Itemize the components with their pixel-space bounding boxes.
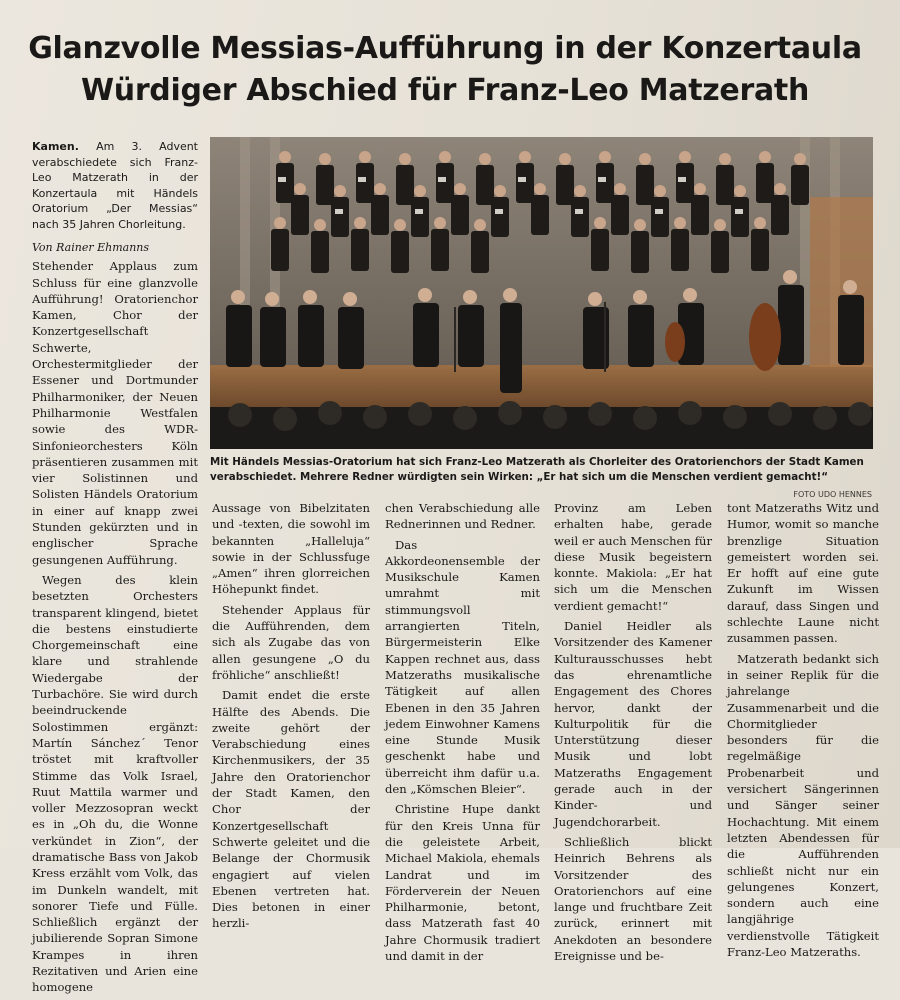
body-paragraph: Provinz am Leben erhalten habe, gerade weil er auch Menschen für diese Musik begeistern konnte. Makiola: „Er hat sich um die Menschen verdient gemacht!“ bbox=[554, 501, 712, 613]
body-paragraph: Stehender Applaus zum Schluss für eine glanzvolle Aufführung! Oratorienchor Kamen, Chor der Konzertgesellschaft Schwerte, Orchestermitglieder der Essener und Dortmunder Philharmoniker, der Neuen Philharmonie Westfalen sowie des WDR-Sinfonieorchesters Köln präsentieren zusammen mit vier Solistinnen und Solisten Händels Oratorium in einer auf knapp zwei Stunden gekürzten und in englischer Sprache gesungenen Aufführung. bbox=[32, 259, 198, 567]
photo-credit: FOTO UDO HENNES bbox=[793, 490, 872, 499]
body-paragraph: Christine Hupe dankt für den Kreis Unna für die geleistete Arbeit, Michael Makiola, ehemals Landrat und im Förderverein der Neuen Philharmonie, betont, dass Matzerath fast 40 Jahre Chormusik tradiert und damit in der bbox=[385, 802, 540, 964]
body-paragraph: Das Akkordeonensemble der Musikschule Kamen umrahmt mit stimmungsvoll arrangierten Titeln, Bürgermeisterin Elke Kappen rechnet aus, dass Matzeraths musikalische Tätigkeit auf allen Ebenen in den 35 Jahren jedem Einwohner Kamens eine Stunde Musik geschenkt habe und überreicht ihm dafür u.a. den „Kömschen Bleier“. bbox=[385, 537, 540, 797]
body-paragraph: Stehender Applaus für die Aufführenden, dem sich als Zugabe das von allen gesungene „O du fröhliche“ anschließt! bbox=[212, 602, 370, 682]
body-paragraph: tont Matzeraths Witz und Humor, womit so manche brenzlige Situation gemeistert worden sei. Er hofft auf eine gute Zukunft im Wissen darauf, dass Singen und schlechte Laune nicht zusammen passen. bbox=[727, 501, 879, 646]
body-paragraph: chen Verabschiedung alle Rednerinnen und Redner. bbox=[385, 501, 540, 532]
dateline: Kamen. bbox=[32, 140, 79, 153]
choir-photo bbox=[210, 137, 873, 449]
photo-caption bbox=[210, 455, 872, 502]
lead-paragraph bbox=[32, 139, 198, 232]
body-paragraph: Matzerath bedankt sich in seiner Replik für die jahrelange Zusammenarbeit und die Chormitglieder besonders für die regelmäßige Probenarbeit und versichert Sängerinnen und Sänger seiner Hochachtung. Mit einem letzten Abendessen für die Aufführenden schließt nicht nur ein gelungenes Konzert, sondern auch eine langjährige verdienstvolle Tätigkeit Franz-Leo Matzeraths. bbox=[727, 651, 879, 960]
headline bbox=[20, 28, 870, 112]
article-column-3 bbox=[385, 500, 540, 968]
body-paragraph: Damit endet die erste Hälfte des Abends. Die zweite gehört der Verabschiedung eines Kirchenmusikers, der 35 Jahre den Oratorienchor der Stadt Kamen, den Chor der Konzertgesellschaft Schwerte geleitet und die Belange der Chormusik engagiert auf vielen Ebenen vertreten hat. Dies betonen in einer herzli- bbox=[212, 688, 370, 931]
choir-photo-illustration bbox=[210, 137, 873, 449]
body-paragraph: Daniel Heidler als Vorsitzender des Kamener Kulturausschusses hebt das ehrenamtliche Engagement des Chores hervor, dankt der Kulturpolitik für die Unterstützung dieser Musik und lobt Matzeraths Engagement gerade auch in der Kinder- und Jugendchorarbeit. bbox=[554, 619, 712, 829]
article-column-2 bbox=[212, 500, 370, 936]
body-paragraph: Wegen des klein besetzten Orchesters transparent klingend, bietet die bestens einstudierte Chorgemeinschaft eine klare und strahlende Wiedergabe der Turbachöre. Sie wird durch beeindruckende Solostimmen ergänzt: Martín Sánchez´ Tenor tröstet mit kraftvoller Stimme das Volk Israel, Ruut Mattila warmer und voller Mezzosopran weckt es in „Oh du, die Wonne verkündet in Zion“, der dramatische Bass von Jakob Kress erzählt vom Volk, das im Dunkeln wandelt, mit sonorer Tiefe und Fülle. Schließlich ergänzt der jubilierende Sopran Simone Krampes in ihren Rezitativen und Arien eine homogene bbox=[32, 572, 198, 995]
headline-line-1: Glanzvolle Messias-Aufführung in der Konzertaula bbox=[28, 31, 862, 66]
byline: Von Rainer Ehmanns bbox=[32, 241, 150, 254]
article-column-4 bbox=[554, 500, 712, 968]
headline-line-2: Würdiger Abschied für Franz-Leo Matzerath bbox=[80, 73, 810, 108]
caption-text: Mit Händels Messias-Oratorium hat sich Franz-Leo Matzerath als Chorleiter des Oratorienchors der Stadt Kamen verabschiedet. Mehrere Redner würdigten sein Wirken: „Er hat sich um die Menschen verdient gemacht!“ bbox=[210, 456, 864, 483]
article-column-5 bbox=[727, 500, 879, 964]
article-column-1 bbox=[32, 139, 198, 1000]
body-paragraph: Schließlich blickt Heinrich Behrens als Vorsitzender des Oratorienchors auf eine lange und fruchtbare Zeit zurück, erinnert mit Anekdoten an besondere Ereignisse und be- bbox=[554, 834, 712, 964]
lead-text: Am 3. Advent verabschiedete sich Franz-Leo Matzerath in der Konzertaula mit Händels Oratorium „Der Messias“ nach 35 Jahren Chorleitung. bbox=[32, 140, 199, 231]
body-paragraph: Aussage von Bibelzitaten und -texten, die sowohl im bekannten „Halleluja“ sowie in der Schlussfuge „Amen“ ihren glorreichen Höhepunkt findet. bbox=[212, 501, 370, 597]
